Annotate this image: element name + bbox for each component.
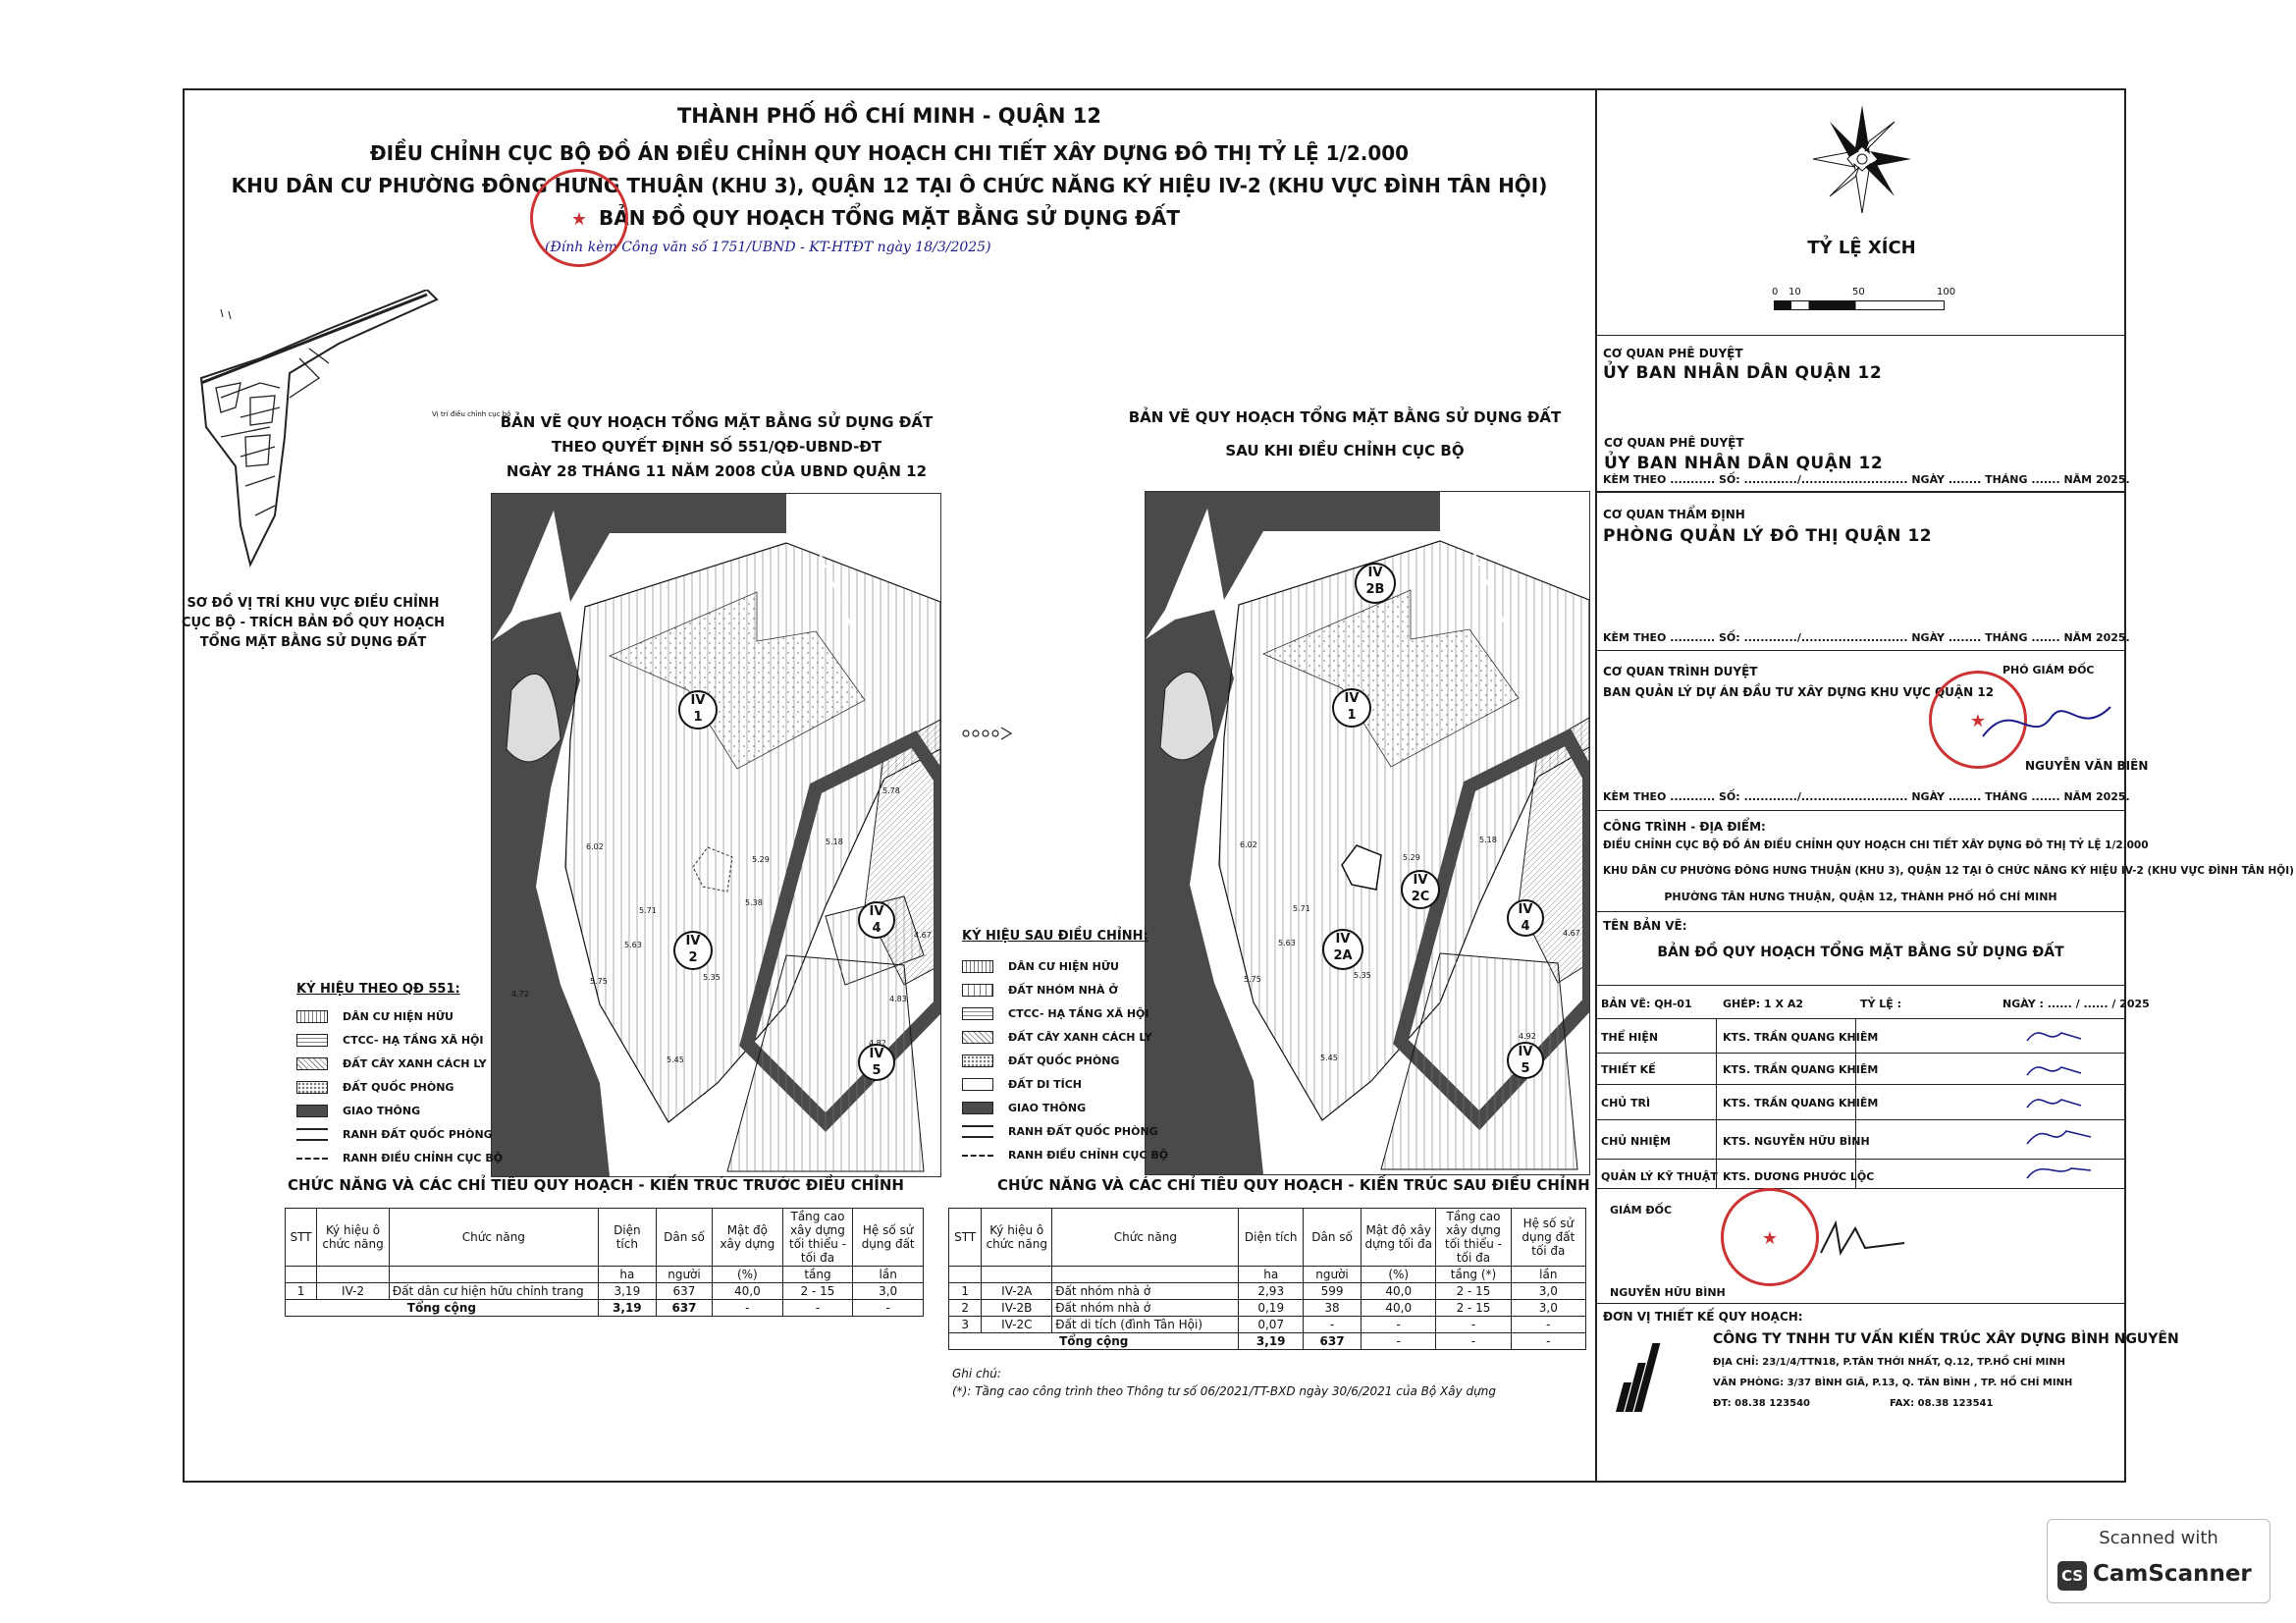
table-cell: - [1303, 1317, 1361, 1333]
elevation-label: 5.71 [639, 906, 657, 915]
legend-swatch [962, 1125, 993, 1138]
lot-circle-iv4: IV 4 [858, 901, 895, 939]
table-after-title: CHỨC NĂNG VÀ CÁC CHỈ TIÊU QUY HOẠCH - KIẾN TRÚC SAU ĐIỀU CHỈNH [997, 1176, 1590, 1194]
col-header: Hệ số sử dụng đất tối đa [1511, 1209, 1585, 1267]
col-header: Chức năng [1052, 1209, 1239, 1267]
legend-swatch [962, 1007, 993, 1020]
location-map-caption: SƠ ĐỒ VỊ TRÍ KHU VỰC ĐIỀU CHỈNH CỤC BỘ - TRÍCH BẢN ĐỒ QUY HOẠCH TỔNG MẶT BẰNG SỬ DỤNG ĐẤT [181, 596, 446, 650]
table-cell: - [1362, 1333, 1436, 1350]
legend-label: CTCC- HẠ TẦNG XÃ HỘI [1008, 1007, 1149, 1020]
red-stamp-ban-ql: ★ [1929, 671, 2027, 769]
table-cell: 2,93 [1239, 1283, 1304, 1300]
col-header: STT [286, 1209, 317, 1267]
legend-swatch [296, 1081, 328, 1094]
drawing-value: BẢN ĐỒ QUY HOẠCH TỔNG MẶT BẰNG SỬ DỤNG ĐẤT [1657, 945, 2064, 960]
staff-signatures [2022, 1021, 2101, 1183]
table-header-row [286, 1209, 924, 1267]
staff-name: KTS. TRẦN QUANG KHIÊM [1723, 1097, 1879, 1109]
legend-label: ĐẤT QUỐC PHÒNG [343, 1081, 454, 1094]
lot-circle-iv2b: IV 2B [1355, 563, 1396, 604]
divider [1595, 911, 2126, 912]
unit-cell: (%) [713, 1267, 783, 1283]
map-before-title-2: THEO QUYẾT ĐỊNH SỐ 551/QĐ-UBND-ĐT [551, 438, 882, 456]
col-header: Hệ số sử dụng đất [853, 1209, 924, 1267]
divider [1716, 1018, 1717, 1188]
legend-swatch [962, 1055, 993, 1067]
table-unit-row [949, 1267, 1586, 1283]
deputy-title: PHÓ GIÁM ĐỐC [2002, 664, 2095, 676]
scale-tick-label: 10 [1789, 287, 1801, 298]
unit-cell: tầng (*) [1436, 1267, 1511, 1283]
camscanner-logo-icon: CS [2057, 1561, 2087, 1591]
table-cell: - [1436, 1333, 1511, 1350]
elevation-label: 4.92 [1519, 1032, 1536, 1041]
header-project: ĐIỀU CHỈNH CỤC BỘ ĐỒ ÁN ĐIỀU CHỈNH QUY HOẠCH CHI TIẾT XÂY DỰNG ĐÔ THỊ TỶ LỆ 1/2.000 [369, 141, 1410, 165]
signature-deputy [1973, 687, 2120, 756]
col-header: Dân số [656, 1209, 712, 1267]
red-stamp-company: ★ [1721, 1188, 1819, 1286]
table-cell: 40,0 [1362, 1283, 1436, 1300]
scale-tick-label: 50 [1852, 287, 1865, 298]
staff-role: CHỦ TRÌ [1601, 1097, 1651, 1109]
unit-cell: (%) [1362, 1267, 1436, 1283]
unit-cell: người [1303, 1267, 1361, 1283]
col-header: Mật độ xây dựng [713, 1209, 783, 1267]
elevation-label: 5.78 [882, 786, 900, 795]
legend-label: CTCC- HẠ TẦNG XÃ HỘI [343, 1034, 484, 1047]
camscanner-badge [2047, 1519, 2270, 1603]
firm-name: CÔNG TY TNHH TƯ VẤN KIẾN TRÚC XÂY DỰNG BÌNH NGUYÊN [1713, 1331, 2179, 1347]
project-label: CÔNG TRÌNH - ĐỊA ĐIỂM: [1603, 820, 1766, 834]
meta-merge: GHÉP: 1 X A2 [1723, 998, 1804, 1010]
table-cell: - [1436, 1317, 1511, 1333]
staff-name: KTS. TRẦN QUANG KHIÊM [1723, 1063, 1879, 1076]
attach-line: KÈM THEO ........... SỐ: ............./.......................... NGÀY ........ THÁNG ....... NĂM 2025. [1603, 473, 2130, 486]
staff-role: THIẾT KẾ [1601, 1063, 1656, 1076]
firm-office: VĂN PHÒNG: 3/37 BÌNH GIÃ, P.13, Q. TÂN BÌNH , TP. HỒ CHÍ MINH [1713, 1378, 2073, 1388]
lot-circle-iv4: IV 4 [1507, 899, 1544, 937]
table-cell: 2 - 15 [782, 1283, 853, 1300]
table-before-title: CHỨC NĂNG VÀ CÁC CHỈ TIÊU QUY HOẠCH - KIẾN TRÚC TRƯỚC ĐIỀU CHỈNH [288, 1176, 904, 1194]
lot-circle-iv5: IV 5 [1507, 1042, 1544, 1079]
elevation-label: 5.75 [590, 977, 608, 986]
table-cell: 2 - 15 [1436, 1283, 1511, 1300]
legend-label: GIAO THÔNG [343, 1105, 421, 1117]
table-cell: 0,07 [1239, 1317, 1304, 1333]
camscanner-brand: CamScanner [2093, 1561, 2252, 1587]
legend-swatch [962, 1078, 993, 1091]
director-name: NGUYỄN HỮU BÌNH [1610, 1286, 1726, 1299]
table-row [286, 1283, 924, 1300]
table-row [949, 1300, 1586, 1317]
col-header: STT [949, 1209, 982, 1267]
legend-label: ĐẤT QUỐC PHÒNG [1008, 1055, 1120, 1067]
table-row [949, 1317, 1586, 1333]
table-cell: IV-2C [982, 1317, 1052, 1333]
legend-swatch [962, 984, 993, 997]
divider [1595, 810, 2126, 811]
unit-cell [317, 1267, 390, 1283]
table-cell: 3,19 [598, 1283, 656, 1300]
table-cell: 3,0 [1511, 1300, 1585, 1317]
header-drawing-title: BẢN ĐỒ QUY HOẠCH TỔNG MẶT BẰNG SỬ DỤNG ĐẤT [599, 206, 1180, 230]
legend-swatch [962, 1031, 993, 1044]
approve-value: ỦY BAN NHÂN DÂN QUẬN 12 [1603, 363, 1883, 383]
divider [1595, 650, 2126, 651]
compass-scale-section [1597, 88, 2126, 336]
legend-swatch [962, 1155, 993, 1167]
firm-fax: FAX: 08.38 123541 [1890, 1398, 1994, 1409]
divider [1595, 1188, 2126, 1189]
meta-scale: TỶ LỆ : [1860, 998, 1902, 1010]
elevation-label: 5.35 [1354, 971, 1371, 980]
header-city: THÀNH PHỐ HỒ CHÍ MINH - QUẬN 12 [676, 104, 1102, 128]
table-cell: Đất dân cư hiện hữu chỉnh trang [389, 1283, 598, 1300]
red-stamp-top: ★ [530, 169, 628, 267]
signature-director [1816, 1214, 1914, 1263]
legend-label: ĐẤT CÂY XANH CÁCH LY [1008, 1031, 1152, 1044]
table-cell: IV-2A [982, 1283, 1052, 1300]
table-cell: IV-2B [982, 1300, 1052, 1317]
elevation-label: 4.83 [889, 995, 907, 1003]
elevation-label: 5.63 [624, 941, 642, 949]
unit-cell: người [656, 1267, 712, 1283]
scale-title: TỶ LỆ XÍCH [1807, 238, 1916, 258]
submit-label: CƠ QUAN TRÌNH DUYỆT [1603, 665, 1758, 678]
legend-label: DÂN CƯ HIỆN HỮU [1008, 960, 1119, 973]
firm-tel: ĐT: 08.38 123540 [1713, 1398, 1810, 1409]
elevation-label: 5.38 [745, 898, 763, 907]
legend-swatch [296, 1057, 328, 1070]
map-before-title-1: BẢN VẼ QUY HOẠCH TỔNG MẶT BẰNG SỬ DỤNG ĐẤT [500, 413, 934, 431]
unit-cell: ha [1239, 1267, 1304, 1283]
col-header: Dân số [1303, 1209, 1361, 1267]
map-after-title-2: SAU KHI ĐIỀU CHỈNH CỤC BỘ [1225, 442, 1465, 460]
divider [1595, 985, 2126, 986]
elevation-label: 5.71 [1293, 904, 1310, 913]
divider [1595, 491, 2126, 492]
header-area: KHU DÂN CƯ PHƯỜNG ĐÔNG HƯNG THUẬN (KHU 3), QUẬN 12 TẠI Ô CHỨC NĂNG KÝ HIỆU IV-2 (KHU VỰC ĐÌNH TÂN HỘI) [231, 174, 1548, 197]
unit-cell [1052, 1267, 1239, 1283]
handwritten-note: (Đính kèm Công văn số 1751/UBND - KT-HTĐT ngày 18/3/2025) [545, 240, 991, 255]
col-header: Ký hiệu ô chức năng [982, 1209, 1052, 1267]
legend-swatch [296, 1128, 328, 1141]
scanned-with-text: Scanned with [2099, 1528, 2218, 1548]
table-cell: 637 [1303, 1333, 1361, 1350]
table-cell: 40,0 [713, 1283, 783, 1300]
table-cell: - [1511, 1333, 1585, 1350]
legend-swatch [296, 1105, 328, 1117]
map-after [1145, 491, 1590, 1175]
unit-cell: tầng [782, 1267, 853, 1283]
unit-cell [982, 1267, 1052, 1283]
table-total-row [949, 1333, 1586, 1350]
table-cell: 3,19 [598, 1300, 656, 1317]
north-arrow-icon [1808, 100, 1916, 218]
col-header: Ký hiệu ô chức năng [317, 1209, 390, 1267]
table-cell: 2 - 15 [1436, 1300, 1511, 1317]
table-cell: 3,0 [853, 1283, 924, 1300]
table-cell: - [1511, 1317, 1585, 1333]
table-cell: Đất di tích (đình Tân Hội) [1052, 1317, 1239, 1333]
elevation-label: 4.82 [869, 1039, 886, 1048]
divider [1595, 1018, 2126, 1019]
table-after [948, 1208, 1586, 1350]
table-cell: - [782, 1300, 853, 1317]
elevation-label: 6.02 [586, 842, 604, 851]
deputy-name: NGUYỄN VĂN BIÊN [2025, 759, 2149, 773]
map-before [491, 493, 941, 1177]
drawing-label: TÊN BẢN VẼ: [1603, 919, 1687, 933]
attach-line: KÈM THEO ........... SỐ: ............./.......................... NGÀY ........ THÁNG ....... NĂM 2025. [1603, 631, 2130, 644]
lot-circle-iv2: IV 2 [673, 931, 713, 970]
table-cell: 3 [949, 1317, 982, 1333]
map-before-title-3: NGÀY 28 THÁNG 11 NĂM 2008 CỦA UBND QUẬN 12 [506, 462, 928, 480]
elevation-label: 4.67 [914, 931, 932, 940]
legend-before-title: KÝ HIỆU THEO QĐ 551: [296, 982, 460, 997]
col-header: Tầng cao xây dựng tối thiểu - tối đa [782, 1209, 853, 1267]
staff-role: THỂ HIỆN [1601, 1031, 1659, 1044]
appraise-label: CƠ QUAN THẨM ĐỊNH [1603, 508, 1745, 521]
scale-tick-label: 100 [1937, 287, 1956, 298]
legend-after-title: KÝ HIỆU SAU ĐIỀU CHỈNH: [962, 929, 1148, 944]
unit-cell [949, 1267, 982, 1283]
unit-cell [389, 1267, 598, 1283]
staff-name: KTS. TRẦN QUANG KHIÊM [1723, 1031, 1879, 1044]
table-cell: 637 [656, 1283, 712, 1300]
legend-label: ĐẤT CÂY XANH CÁCH LY [343, 1057, 487, 1070]
divider [1855, 1018, 1856, 1188]
table-row [949, 1283, 1586, 1300]
legend-label: ĐẤT NHÓM NHÀ Ở [1008, 984, 1118, 997]
elevation-label: 4.72 [511, 990, 529, 999]
divider [1595, 1303, 2126, 1304]
elevation-label: 4.67 [1563, 929, 1580, 938]
lot-circle-iv1: IV 1 [678, 690, 718, 730]
map-after-title-1: BẢN VẼ QUY HOẠCH TỔNG MẶT BẰNG SỬ DỤNG ĐẤT [1128, 408, 1562, 426]
elevation-label: 5.18 [1479, 836, 1497, 844]
table-cell: 1 [949, 1283, 982, 1300]
table-cell: 2 [949, 1300, 982, 1317]
elevation-label: 5.29 [1403, 853, 1420, 862]
table-before [285, 1208, 924, 1317]
project-line-2: KHU DÂN CƯ PHƯỜNG ĐÔNG HƯNG THUẬN (KHU 3), QUẬN 12 TẠI Ô CHỨC NĂNG KÝ HIỆU IV-2 (KHU VỰC ĐÌNH TÂN HỘI) [1603, 865, 2294, 877]
unit-cell [286, 1267, 317, 1283]
table-cell: IV-2 [317, 1283, 390, 1300]
arrow-right-icon [960, 724, 1029, 743]
unit-cell: lần [1511, 1267, 1585, 1283]
legend-label: RANH ĐIỀU CHỈNH CỤC BỘ [1008, 1149, 1169, 1162]
total-label: Tổng cộng [286, 1300, 599, 1317]
project-line-1: ĐIỀU CHỈNH CỤC BỘ ĐỒ ÁN ĐIỀU CHỈNH QUY HOẠCH CHI TIẾT XÂY DỰNG ĐÔ THỊ TỶ LỆ 1/2.000 [1603, 839, 2149, 851]
legend-swatch [296, 1034, 328, 1047]
director-label: GIÁM ĐỐC [1610, 1204, 1673, 1217]
approve-value: ỦY BAN NHÂN DÂN QUẬN 12 [1604, 454, 1884, 473]
staff-role: QUẢN LÝ KỸ THUẬT [1601, 1170, 1718, 1183]
table-cell: - [853, 1300, 924, 1317]
legend-swatch [962, 960, 993, 973]
table-cell: 38 [1303, 1300, 1361, 1317]
lot-circle-iv1: IV 1 [1332, 688, 1371, 728]
elevation-label: 6.02 [1240, 840, 1257, 849]
unit-cell: lần [853, 1267, 924, 1283]
meta-sheet: BẢN VẼ: QH-01 [1601, 998, 1692, 1010]
elevation-label: 5.35 [703, 973, 721, 982]
elevation-label: 5.75 [1244, 975, 1261, 984]
legend-label: GIAO THÔNG [1008, 1102, 1087, 1114]
scale-tick-label: 0 [1772, 287, 1779, 298]
table-cell: Đất nhóm nhà ở [1052, 1300, 1239, 1317]
elevation-label: 5.63 [1278, 939, 1296, 947]
table-cell: 0,19 [1239, 1300, 1304, 1317]
scale-bar-graphic [1774, 300, 1945, 310]
col-header: Tầng cao xây dựng tối thiểu - tối đa [1436, 1209, 1511, 1267]
table-cell: 599 [1303, 1283, 1361, 1300]
legend-label: RANH ĐIỀU CHỈNH CỤC BỘ [343, 1152, 504, 1164]
table-header-row [949, 1209, 1586, 1267]
lot-circle-iv2c: IV 2C [1401, 870, 1440, 909]
note-title: Ghi chú: [952, 1367, 1001, 1380]
col-header: Mật độ xây dựng tối đa [1362, 1209, 1436, 1267]
submit-value: BAN QUẢN LÝ DỰ ÁN ĐẦU TƯ XÂY DỰNG KHU VỰC QUẬN 12 [1603, 685, 1995, 699]
lot-circle-iv5: IV 5 [858, 1044, 895, 1081]
appraise-value: PHÒNG QUẢN LÝ ĐÔ THỊ QUẬN 12 [1603, 526, 1933, 546]
elevation-label: 5.29 [752, 855, 770, 864]
approve-label: CƠ QUAN PHÊ DUYỆT [1603, 347, 1743, 360]
staff-name: KTS. NGUYỄN HỮU BÌNH [1723, 1135, 1870, 1148]
legend-label: RANH ĐẤT QUỐC PHÒNG [1008, 1125, 1158, 1138]
firm-logo-icon [1620, 1343, 1653, 1412]
table-cell: - [713, 1300, 783, 1317]
table-cell: 1 [286, 1283, 317, 1300]
table-cell: 637 [656, 1300, 712, 1317]
table-total-row [286, 1300, 924, 1317]
col-header: Diện tích [1239, 1209, 1304, 1267]
unit-cell: ha [598, 1267, 656, 1283]
table-unit-row [286, 1267, 924, 1283]
legend-label: DÂN CƯ HIỆN HỮU [343, 1010, 454, 1023]
mini-map-marker-label: Vị trí điều chỉnh cục bộ [432, 410, 511, 418]
col-header: Diện tích [598, 1209, 656, 1267]
legend-swatch [296, 1010, 328, 1023]
lot-circle-iv2a: IV 2A [1322, 929, 1363, 970]
legend-label: RANH ĐẤT QUỐC PHÒNG [343, 1128, 493, 1141]
project-line-3: PHƯỜNG TÂN HƯNG THUẬN, QUẬN 12, THÀNH PHỐ HỒ CHÍ MINH [1664, 891, 2057, 903]
table-cell: Đất nhóm nhà ở [1052, 1283, 1239, 1300]
elevation-label: 5.45 [1320, 1054, 1338, 1062]
col-header: Chức năng [389, 1209, 598, 1267]
meta-date: NGÀY : ...... / ...... / 2025 [2002, 998, 2150, 1010]
elevation-label: 5.45 [667, 1055, 684, 1064]
elevation-label: 5.18 [826, 838, 843, 846]
table-cell: 3,0 [1511, 1283, 1585, 1300]
table-cell: - [1362, 1317, 1436, 1333]
total-label: Tổng cộng [949, 1333, 1239, 1350]
approve-label: CƠ QUAN PHÊ DUYỆT [1604, 436, 1744, 450]
legend-swatch [962, 1102, 993, 1114]
map-before-title [422, 410, 1011, 484]
staff-role: CHỦ NHIỆM [1601, 1135, 1672, 1148]
firm-label: ĐƠN VỊ THIẾT KẾ QUY HOẠCH: [1603, 1310, 1803, 1324]
table-cell: 3,19 [1239, 1333, 1304, 1350]
map-after-title [1099, 401, 1590, 467]
legend-label: ĐẤT DI TÍCH [1008, 1078, 1082, 1091]
title-block [1595, 88, 2126, 1483]
legend-swatch [296, 1158, 328, 1170]
note-text: (*): Tầng cao công trình theo Thông tư số 06/2021/TT-BXD ngày 30/6/2021 của Bộ Xây dựng [952, 1384, 1496, 1398]
attach-line: KÈM THEO ........... SỐ: ............./.......................... NGÀY ........ THÁNG ....... NĂM 2025. [1603, 790, 2130, 803]
table-cell: 40,0 [1362, 1300, 1436, 1317]
firm-address: ĐỊA CHỈ: 23/1/4/TTN18, P.TÂN THỚI NHẤT, Q.12, TP.HỒ CHÍ MINH [1713, 1357, 2065, 1368]
staff-name: KTS. DƯƠNG PHƯỚC LỘC [1723, 1170, 1875, 1183]
